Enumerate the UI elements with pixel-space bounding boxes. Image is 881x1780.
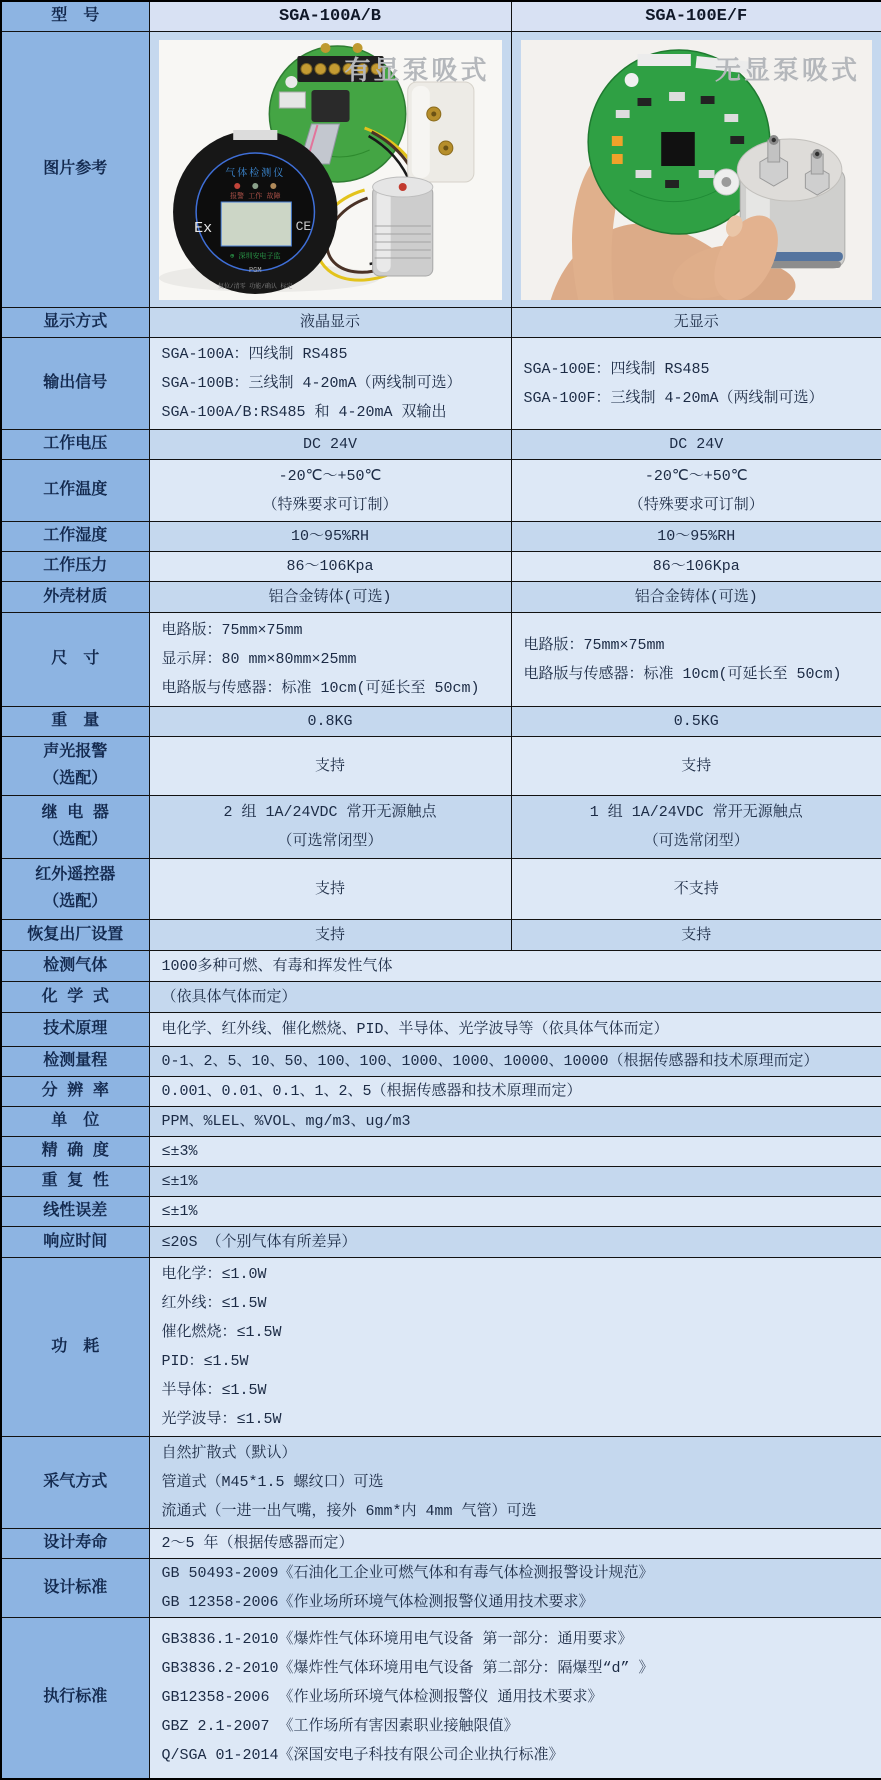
cell-line: 电化学：≤1.0W bbox=[162, 1260, 876, 1289]
cell-full bbox=[149, 1618, 881, 1779]
cell-line: SGA-100A/B:RS485 和 4-20mA 双输出 bbox=[162, 398, 505, 427]
cell-ab: 10～95%RH bbox=[149, 522, 511, 552]
row-dimensions bbox=[1, 613, 881, 707]
cell-line: SGA-100B：三线制 4-20mA（两线制可选） bbox=[162, 369, 505, 398]
row-response-time bbox=[1, 1227, 881, 1258]
cell-ef: 0.5KG bbox=[511, 707, 881, 737]
header-model-ef: SGA-100E/F bbox=[511, 1, 881, 32]
cell-full: ≤±1% bbox=[149, 1197, 881, 1227]
cell-line: 催化燃烧：≤1.5W bbox=[162, 1318, 876, 1347]
photo-cell-ef bbox=[511, 32, 881, 308]
row-label: 响应时间 bbox=[1, 1227, 149, 1258]
cell-ef bbox=[511, 613, 881, 707]
row-shell-material bbox=[1, 582, 881, 613]
row-execution-standard bbox=[1, 1618, 881, 1779]
cell-line: GB3836.2-2010《爆炸性气体环境用电气设备 第二部分：隔爆型“d” 》 bbox=[162, 1654, 876, 1683]
photo-cell-ab bbox=[149, 32, 511, 308]
label-line: （选配） bbox=[2, 827, 149, 854]
row-label: 技术原理 bbox=[1, 1013, 149, 1047]
cell-full: 1000多种可燃、有毒和挥发性气体 bbox=[149, 951, 881, 982]
cell-line: 光学波导：≤1.5W bbox=[162, 1405, 876, 1434]
row-working-voltage bbox=[1, 430, 881, 460]
cell-ab: 液晶显示 bbox=[149, 308, 511, 338]
row-working-humidity bbox=[1, 522, 881, 552]
row-label: 分 辨 率 bbox=[1, 1077, 149, 1107]
pump-sensor-icon bbox=[407, 82, 473, 182]
cell-full: 2～5 年（根据传感器而定） bbox=[149, 1529, 881, 1559]
row-label: 工作电压 bbox=[1, 430, 149, 460]
cell-line: GB12358-2006 《作业场所环境气体检测报警仪 通用技术要求》 bbox=[162, 1683, 876, 1712]
cell-full bbox=[149, 1258, 881, 1437]
cell-ef bbox=[511, 338, 881, 430]
row-audible-visual-alarm bbox=[1, 737, 881, 796]
row-label: 工作湿度 bbox=[1, 522, 149, 552]
row-label bbox=[1, 796, 149, 859]
cell-full bbox=[149, 1437, 881, 1529]
cell-ef: DC 24V bbox=[511, 430, 881, 460]
svg-text:CE: CE bbox=[295, 219, 311, 234]
cell-line: 电路版：75mm×75mm bbox=[524, 631, 876, 660]
cell-full: PPM、%LEL、%VOL、mg/m3、ug/m3 bbox=[149, 1107, 881, 1137]
cell-ef: 不支持 bbox=[511, 859, 881, 920]
cell-line: SGA-100A：四线制 RS485 bbox=[162, 340, 505, 369]
header-model-ab: SGA-100A/B bbox=[149, 1, 511, 32]
cell-ab bbox=[149, 613, 511, 707]
row-label: 单 位 bbox=[1, 1107, 149, 1137]
svg-text:报警 工作 故障: 报警 工作 故障 bbox=[230, 191, 280, 201]
cell-line: 流通式（一进一出气嘴，接外 6mm*内 4mm 气管）可选 bbox=[162, 1497, 876, 1526]
row-output-signal bbox=[1, 338, 881, 430]
cell-line: （特殊要求可订制） bbox=[512, 491, 881, 520]
row-label: 工作压力 bbox=[1, 552, 149, 582]
row-weight bbox=[1, 707, 881, 737]
row-label: 外壳材质 bbox=[1, 582, 149, 613]
row-detected-gas bbox=[1, 951, 881, 982]
cell-ab bbox=[149, 338, 511, 430]
cell-ab: 86～106Kpa bbox=[149, 552, 511, 582]
cell-line: Q/SGA 01-2014《深国安电子科技有限公司企业执行标准》 bbox=[162, 1741, 876, 1770]
cell-ab bbox=[149, 796, 511, 859]
cell-line: 电路版与传感器：标准 10cm(可延长至 50cm) bbox=[162, 674, 505, 703]
row-technical-principle bbox=[1, 1013, 881, 1047]
cell-line: （可选常闭型） bbox=[150, 827, 511, 856]
row-accuracy bbox=[1, 1137, 881, 1167]
row-label: 显示方式 bbox=[1, 308, 149, 338]
row-label: 线性误差 bbox=[1, 1197, 149, 1227]
product-photo-ab bbox=[159, 40, 502, 300]
image-row-label: 图片参考 bbox=[1, 32, 149, 308]
row-unit bbox=[1, 1107, 881, 1137]
row-repeatability bbox=[1, 1167, 881, 1197]
svg-text:PGM: PGM bbox=[248, 267, 261, 275]
row-working-pressure bbox=[1, 552, 881, 582]
row-label: 精 确 度 bbox=[1, 1137, 149, 1167]
cell-ef: 10～95%RH bbox=[511, 522, 881, 552]
row-label: 检测气体 bbox=[1, 951, 149, 982]
row-label: 尺 寸 bbox=[1, 613, 149, 707]
row-label: 化 学 式 bbox=[1, 982, 149, 1013]
row-label: 功 耗 bbox=[1, 1258, 149, 1437]
cell-line: （可选常闭型） bbox=[512, 827, 881, 856]
row-power-consumption bbox=[1, 1258, 881, 1437]
svg-text:气体检测仪: 气体检测仪 bbox=[225, 166, 285, 180]
label-line: （选配） bbox=[2, 889, 149, 916]
cell-ab: 支持 bbox=[149, 920, 511, 951]
row-design-life bbox=[1, 1529, 881, 1559]
label-line: 红外遥控器 bbox=[2, 862, 149, 889]
cell-line: GB 50493-2009《石油化工企业可燃气体和有毒气体检测报警设计规范》 bbox=[162, 1559, 876, 1588]
cell-line: 1 组 1A/24VDC 常开无源触点 bbox=[512, 798, 881, 827]
image-reference-row bbox=[1, 32, 881, 308]
cell-line: SGA-100E：四线制 RS485 bbox=[524, 355, 876, 384]
row-label: 设计标准 bbox=[1, 1559, 149, 1618]
cell-line: 2 组 1A/24VDC 常开无源触点 bbox=[150, 798, 511, 827]
row-ir-remote bbox=[1, 859, 881, 920]
row-linearity-error bbox=[1, 1197, 881, 1227]
cell-line: SGA-100F：三线制 4-20mA（两线制可选） bbox=[524, 384, 876, 413]
row-detection-range bbox=[1, 1047, 881, 1077]
row-relay bbox=[1, 796, 881, 859]
cell-ab: 支持 bbox=[149, 737, 511, 796]
row-label: 输出信号 bbox=[1, 338, 149, 430]
header-row bbox=[1, 1, 881, 32]
cell-line: -20℃～+50℃ bbox=[512, 462, 881, 491]
watermark-text-right: 无显泵吸式 bbox=[715, 56, 860, 85]
cell-full bbox=[149, 1559, 881, 1618]
cell-line: GB 12358-2006《作业场所环境气体检测报警仪通用技术要求》 bbox=[162, 1588, 876, 1617]
cell-full: ≤±1% bbox=[149, 1167, 881, 1197]
label-line: 声光报警 bbox=[2, 739, 149, 766]
cell-ef: 无显示 bbox=[511, 308, 881, 338]
cell-full: （依具体气体而定） bbox=[149, 982, 881, 1013]
svg-text:⊕ 深圳安电子监: ⊕ 深圳安电子监 bbox=[230, 251, 280, 261]
cell-line: 半导体：≤1.5W bbox=[162, 1376, 876, 1405]
cell-ef: 铝合金铸体(可选) bbox=[511, 582, 881, 613]
product-photo-ef bbox=[521, 40, 873, 300]
cell-full: ≤±3% bbox=[149, 1137, 881, 1167]
row-label: 重 复 性 bbox=[1, 1167, 149, 1197]
row-label: 检测量程 bbox=[1, 1047, 149, 1077]
cell-ef: 支持 bbox=[511, 737, 881, 796]
watermark-text-left: 有显泵吸式 bbox=[344, 56, 489, 85]
row-label: 重 量 bbox=[1, 707, 149, 737]
row-resolution bbox=[1, 1077, 881, 1107]
cell-full: ≤20S （个别气体有所差异） bbox=[149, 1227, 881, 1258]
row-label bbox=[1, 859, 149, 920]
row-label: 设计寿命 bbox=[1, 1529, 149, 1559]
row-sampling-method bbox=[1, 1437, 881, 1529]
cell-line: 自然扩散式（默认） bbox=[162, 1439, 876, 1468]
row-label: 恢复出厂设置 bbox=[1, 920, 149, 951]
cell-line: 电路版与传感器：标准 10cm(可延长至 50cm) bbox=[524, 660, 876, 689]
cell-ab bbox=[149, 460, 511, 522]
cell-ef: 支持 bbox=[511, 920, 881, 951]
cell-full: 0-1、2、5、10、50、100、100、1000、1000、10000、10000（根据传感器和技术原理而定） bbox=[149, 1047, 881, 1077]
cell-line: （特殊要求可订制） bbox=[150, 491, 511, 520]
label-line: （选配） bbox=[2, 766, 149, 793]
cell-full: 0.001、0.01、0.1、1、2、5（根据传感器和技术原理而定） bbox=[149, 1077, 881, 1107]
cell-full: 电化学、红外线、催化燃烧、PID、半导体、光学波导等（依具体气体而定） bbox=[149, 1013, 881, 1047]
cell-ab: 0.8KG bbox=[149, 707, 511, 737]
cell-ab: 铝合金铸体(可选) bbox=[149, 582, 511, 613]
cell-ab: DC 24V bbox=[149, 430, 511, 460]
row-label bbox=[1, 737, 149, 796]
cell-line: 电路版：75mm×75mm bbox=[162, 616, 505, 645]
svg-text:复位/清零 功能/确认 标定: 复位/清零 功能/确认 标定 bbox=[218, 282, 293, 290]
cell-line: 显示屏：80 mm×80mm×25mm bbox=[162, 645, 505, 674]
svg-text:Ex: Ex bbox=[194, 219, 212, 237]
row-display-mode bbox=[1, 308, 881, 338]
cell-line: 红外线：≤1.5W bbox=[162, 1289, 876, 1318]
row-design-standard bbox=[1, 1559, 881, 1618]
cell-line: GBZ 2.1-2007 《工作场所有害因素职业接触限值》 bbox=[162, 1712, 876, 1741]
cell-ef bbox=[511, 460, 881, 522]
ribbed-sensor-icon bbox=[372, 177, 432, 276]
row-label: 采气方式 bbox=[1, 1437, 149, 1529]
cell-ab: 支持 bbox=[149, 859, 511, 920]
row-working-temperature bbox=[1, 460, 881, 522]
cell-ef: 86～106Kpa bbox=[511, 552, 881, 582]
cell-line: -20℃～+50℃ bbox=[150, 462, 511, 491]
cell-line: GB3836.1-2010《爆炸性气体环境用电气设备 第一部分：通用要求》 bbox=[162, 1625, 876, 1654]
row-chemical-formula bbox=[1, 982, 881, 1013]
header-model-label: 型 号 bbox=[1, 1, 149, 32]
cell-line: 管道式（M45*1.5 螺纹口）可选 bbox=[162, 1468, 876, 1497]
row-label: 工作温度 bbox=[1, 460, 149, 522]
row-label: 执行标准 bbox=[1, 1618, 149, 1779]
cell-ef bbox=[511, 796, 881, 859]
label-line: 继 电 器 bbox=[2, 800, 149, 827]
cell-line: PID：≤1.5W bbox=[162, 1347, 876, 1376]
row-factory-reset bbox=[1, 920, 881, 951]
lcd-detector-icon bbox=[173, 130, 337, 294]
